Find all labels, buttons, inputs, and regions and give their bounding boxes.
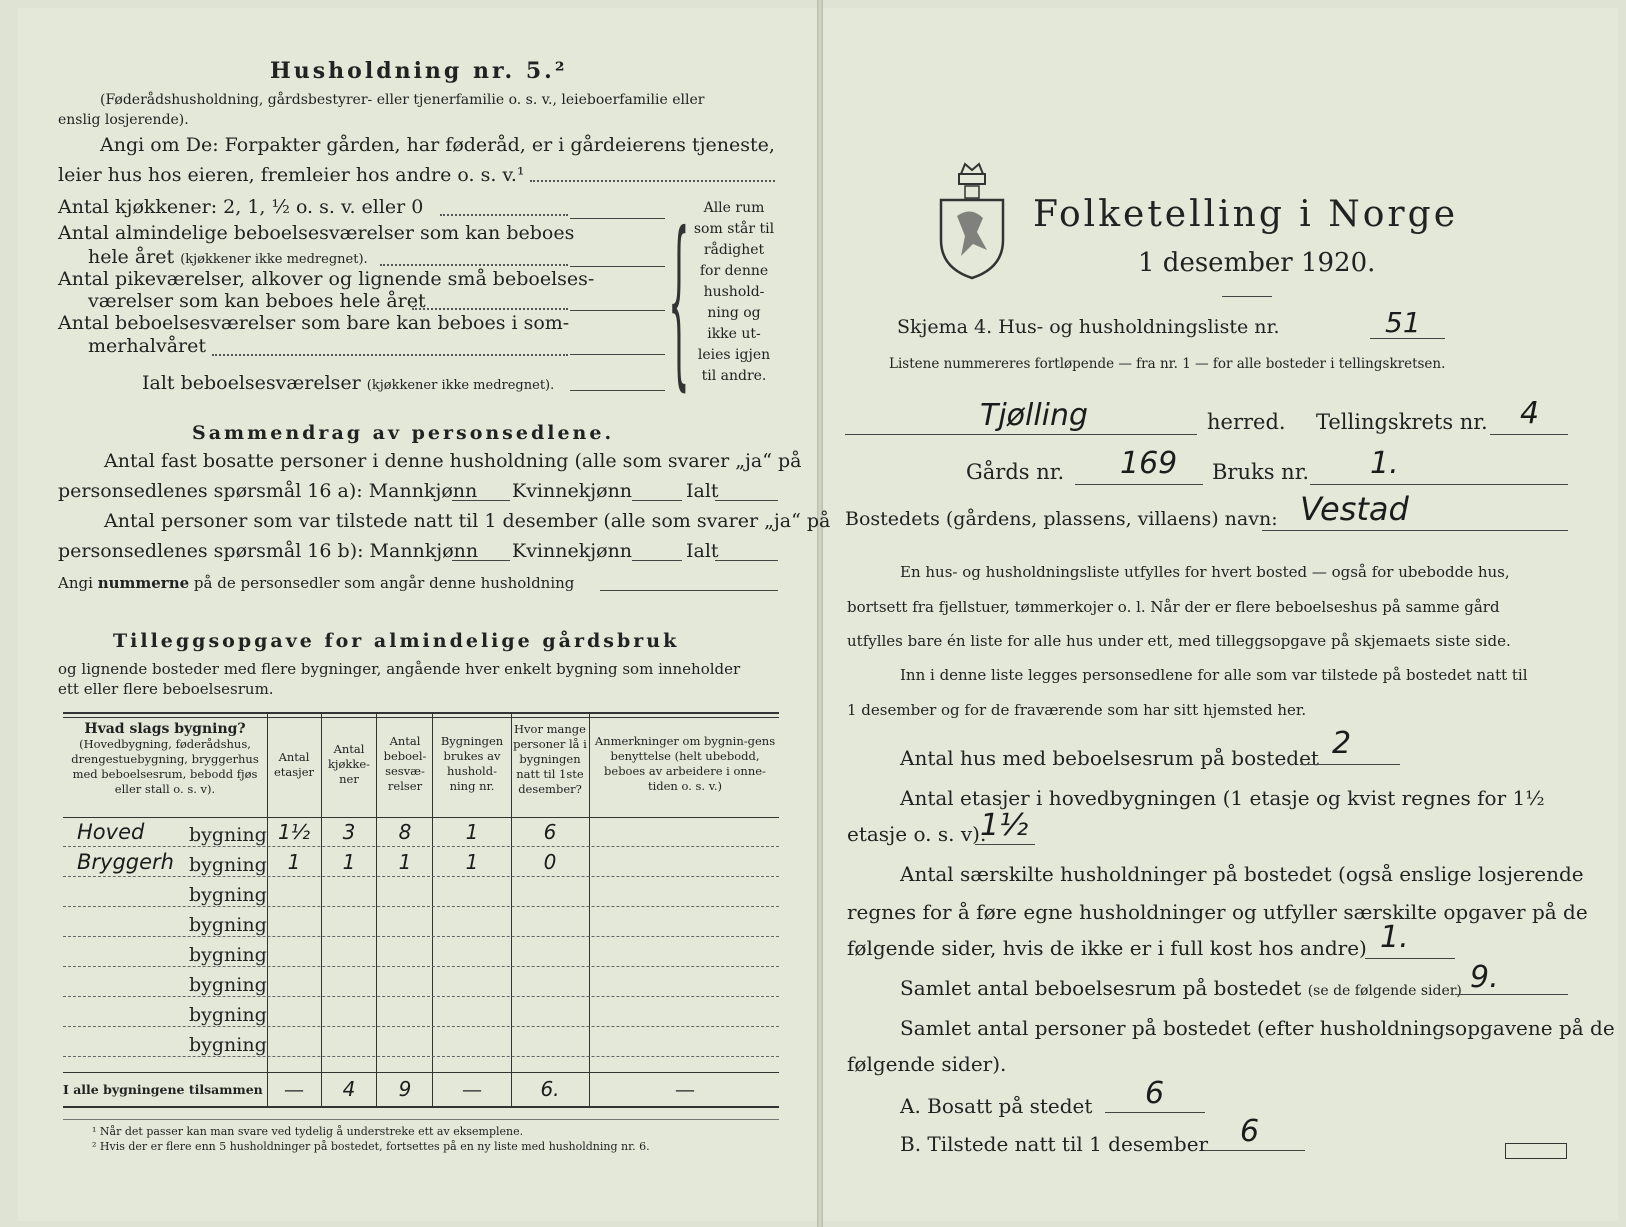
- alm-label-2: hele året (kjøkkener ikke medregnet).: [88, 246, 368, 268]
- mann-16b-answer: [452, 560, 510, 561]
- alm-dots: [380, 264, 568, 266]
- kvinne-16b-answer: [632, 560, 682, 561]
- herred-label: herred.: [1207, 410, 1286, 434]
- building-table: [63, 712, 779, 1108]
- nummerne-answer: [600, 590, 778, 591]
- mann-16a-answer: [452, 500, 510, 501]
- a-bosatt-label: A. Bosatt på stedet: [900, 1094, 1093, 1118]
- sommer-label-2: merhalvåret: [88, 335, 207, 357]
- row1-vaerelser: 8: [398, 820, 412, 844]
- row1-etasjer: 1½: [277, 820, 311, 844]
- total-personer: 6.: [540, 1077, 560, 1101]
- skjema-number: 51: [1385, 306, 1421, 339]
- sammendrag-title: Sammendrag av personsedlene.: [192, 422, 615, 444]
- row-label-7: bygning: [189, 1004, 267, 1026]
- footnote-1: ¹ Når det passer kan man svare ved tydelig å understreke ett av eksemplene.: [92, 1125, 524, 1138]
- kjokkener-answer: [570, 218, 665, 219]
- info-line-4: Inn i denne liste legges personsedlene for alle som var tilstede på bostedet natt til: [900, 666, 1528, 684]
- q-pers-line-1: Samlet antal personer på bostedet (efter husholdningsopgavene på de: [900, 1016, 1615, 1040]
- q-hush-line-2: regnes for å føre egne husholdninger og utfyller særskilte opgaver på de: [847, 900, 1588, 924]
- row1-personer: 6: [543, 820, 557, 844]
- q-etasjer-value: 1½: [980, 808, 1029, 843]
- tillegg-line-1: og lignende bosteder med flere bygninger, angående hver enkelt bygning som inneholder: [58, 660, 741, 678]
- q-hus-label: Antal hus med beboelsesrum på bostedet: [900, 746, 1319, 770]
- skjema-label: Skjema 4. Hus- og husholdningsliste nr.: [897, 316, 1280, 338]
- tillegg-title: Tilleggsopgave for almindelige gårdsbruk: [113, 630, 680, 652]
- bruks-value: 1.: [1370, 446, 1399, 481]
- row2-vaerelser: 1: [398, 850, 412, 874]
- col-header-husholdning: Bygningen brukes av hushold-ning nr.: [440, 734, 504, 793]
- info-line-3: utfylles bare én liste for alle hus under ett, med tilleggsopgave på skjemaets siste side.: [847, 632, 1511, 650]
- side-note: Alle rum som står til rådighet for denne hushold- ning og ikke ut- leies igjen til andre.: [693, 200, 775, 384]
- household-title: Husholdning nr. 5.²: [270, 58, 568, 84]
- kjokkener-dots: [440, 214, 568, 216]
- total-husnr: —: [462, 1077, 482, 1101]
- bosted-label: Bostedets (gårdens, plassens, villaens) navn:: [845, 508, 1278, 530]
- sammendrag-line-4: personsedlenes spørsmål 16 b): Mannkjønn: [58, 540, 479, 562]
- pike-dots: [412, 308, 568, 310]
- coat-of-arms-icon: [935, 160, 1009, 280]
- total-anm: —: [675, 1077, 695, 1101]
- gards-label: Gårds nr.: [966, 460, 1065, 484]
- ialt-16b-answer: [715, 560, 778, 561]
- sammendrag-line-3: Antal personer som var tilstede natt til 1 desember (alle som svarer „ja“ på: [104, 510, 831, 532]
- q-rum-value: 9.: [1470, 960, 1499, 995]
- census-title: Folketelling i Norge: [1033, 194, 1458, 235]
- pike-label-1: Antal pikeværelser, alkover og lignende små beboelses-: [58, 268, 595, 290]
- col-header-personer: Hvor mange personer lå i bygningen natt til 1ste desember?: [513, 722, 587, 796]
- tellingskrets-value: 4: [1520, 396, 1540, 431]
- info-line-2: bortsett fra fjellstuer, tømmerkojer o. l. Når der er flere beboelseshus på samme gård: [847, 598, 1500, 616]
- tillegg-line-2: ett eller flere beboelsesrum.: [58, 680, 274, 698]
- row2-personer: 0: [543, 850, 557, 874]
- q-rum-label: Samlet antal beboelsesrum på bostedet (se de følgende sider): [900, 976, 1462, 1000]
- q-hush-line-3: følgende sider, hvis de ikke er i full kost hos andre): [847, 936, 1367, 960]
- col-header-vaerelser: Antal beboel-sesvæ-relser: [383, 734, 427, 793]
- ialt-16a-answer: [715, 500, 778, 501]
- q-hush-line-1: Antal særskilte husholdninger på bostedet (også enslige losjerende: [900, 862, 1584, 886]
- kvinne-16a-label: Kvinnekjønn: [512, 480, 633, 502]
- row2-kjokken: 1: [342, 850, 356, 874]
- angi-nummerne: Angi nummerne på de personsedler som angår denne husholdning: [58, 574, 575, 592]
- intro-line-1: (Føderådshusholdning, gårdsbestyrer- eller tjenerfamilie o. s. v., leieboerfamilie eller: [100, 92, 705, 108]
- info-line-1: En hus- og husholdningsliste utfylles for hvert bosted — også for ubebodde hus,: [900, 563, 1510, 581]
- sommer-label-1: Antal beboelsesværelser som bare kan beboes i som-: [58, 312, 570, 334]
- row1-kjokken: 3: [342, 820, 356, 844]
- row2-name: Bryggerh: [77, 850, 174, 874]
- total-etasjer: —: [284, 1077, 304, 1101]
- sommer-dots: [212, 354, 568, 356]
- total-label: I alle bygningene tilsammen: [63, 1082, 263, 1097]
- q-hus-value: 2: [1332, 726, 1352, 761]
- total-kjokken: 4: [342, 1077, 356, 1101]
- intro-line-2: enslig losjerende).: [58, 112, 189, 128]
- q-etasjer-line-1: Antal etasjer i hovedbygningen (1 etasje og kvist regnes for 1½: [900, 786, 1545, 810]
- angi-answer-line: [530, 180, 775, 182]
- ialt-16a-label: Ialt: [686, 480, 719, 502]
- bosted-value: Vestad: [1300, 490, 1409, 528]
- row-label-8: bygning: [189, 1034, 267, 1056]
- alm-answer: [570, 266, 665, 267]
- bruks-label: Bruks nr.: [1212, 460, 1310, 484]
- tellingskrets-label: Tellingskrets nr.: [1316, 410, 1488, 434]
- brace-icon: {: [668, 196, 690, 412]
- angi-line-1: Angi om De: Forpakter gården, har føderåd, er i gårdeierens tjeneste,: [100, 134, 775, 156]
- alm-label-1: Antal almindelige beboelsesværelser som kan beboes: [58, 222, 575, 244]
- total-vaerelser: 9: [398, 1077, 412, 1101]
- census-date: 1 desember 1920.: [1138, 248, 1376, 278]
- pike-answer: [570, 310, 665, 311]
- a-bosatt-value: 6: [1145, 1076, 1165, 1111]
- kjokkener-label: Antal kjøkkener: 2, 1, ½ o. s. v. eller 0: [58, 196, 424, 218]
- q-etasjer-line-2: etasje o. s. v).: [847, 822, 987, 846]
- footnote-2: ² Hvis der er flere enn 5 husholdninger på bostedet, fortsettes på en ny liste med husholdning nr. 6.: [92, 1140, 650, 1153]
- ialt-16b-label: Ialt: [686, 540, 719, 562]
- row1-name: Hoved: [77, 820, 145, 844]
- sammendrag-line-1: Antal fast bosatte personer i denne husholdning (alle som svarer „ja“ på: [104, 450, 802, 472]
- page-fold: [817, 0, 823, 1227]
- row2-husnr: 1: [465, 850, 479, 874]
- q-hush-value: 1.: [1380, 920, 1409, 955]
- row-label-2: bygning: [189, 854, 267, 876]
- col-header-type: Hvad slags bygning? (Hovedbygning, føderådshus, drengestuebygning, bryggerhus med beboelsesrum, bebodd fjøs eller stall o. s. v).: [71, 721, 259, 796]
- col-header-kjokkener: Antal kjøkke-ner: [327, 742, 371, 786]
- row-label-5: bygning: [189, 944, 267, 966]
- col-header-anmerkninger: Anmerkninger om bygnin-gens benyttelse (helt ubebodd, beboes av arbeidere i onne-tiden o. s. v.): [594, 734, 776, 793]
- b-tilstede-value: 6: [1240, 1114, 1260, 1149]
- sommer-answer: [570, 354, 665, 355]
- listene-note: Listene nummereres fortløpende — fra nr. 1 — for alle bosteder i tellingskretsen.: [889, 356, 1446, 372]
- herred-value: Tjølling: [980, 398, 1089, 433]
- row-label-6: bygning: [189, 974, 267, 996]
- gards-value: 169: [1120, 446, 1178, 481]
- angi-line-2: leier hus hos eieren, fremleier hos andre o. s. v.¹: [58, 164, 525, 186]
- sammendrag-line-2: personsedlenes spørsmål 16 a): Mannkjønn: [58, 480, 478, 502]
- ialt-label: Ialt beboelsesværelser (kjøkkener ikke medregnet).: [142, 372, 555, 394]
- info-line-5: 1 desember og for de fraværende som har sitt hjemsted her.: [847, 701, 1307, 719]
- printer-stamp-icon: [1505, 1143, 1567, 1159]
- row2-etasjer: 1: [287, 850, 301, 874]
- row-label-1: bygning: [189, 824, 267, 846]
- row1-husnr: 1: [465, 820, 479, 844]
- row-label-3: bygning: [189, 884, 267, 906]
- row-label-4: bygning: [189, 914, 267, 936]
- b-tilstede-label: B. Tilstede natt til 1 desember: [900, 1132, 1209, 1156]
- pike-label-2: værelser som kan beboes hele året: [88, 290, 426, 312]
- ialt-answer: [570, 390, 665, 391]
- col-header-etasjer: Antal etasjer: [273, 750, 315, 779]
- kvinne-16a-answer: [632, 500, 682, 501]
- q-pers-line-2: følgende sider).: [847, 1052, 1007, 1076]
- kvinne-16b-label: Kvinnekjønn: [512, 540, 633, 562]
